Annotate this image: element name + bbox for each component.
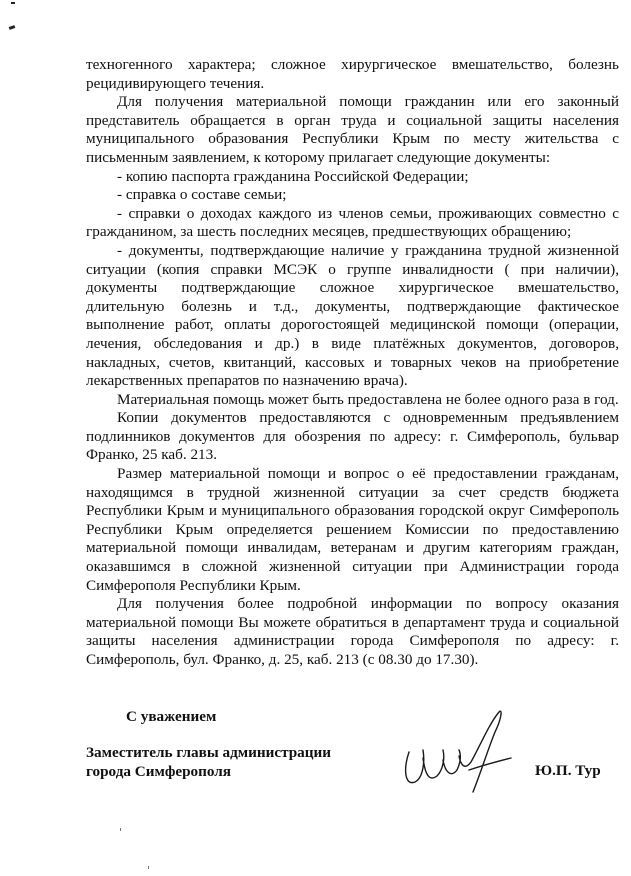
- paragraph-frequency: Материальная помощь может быть предоставлена не более одного раза в год.: [117, 390, 619, 408]
- scan-mark-top: [11, 2, 15, 4]
- list-item-situation-documents: - документы, подтверждающие наличие у гражданина трудной жизненной ситуации (копия справки МСЭК о группе инвалидности ( при наличии), документы подтверждающие сложное хирургическое вмешательство, длительную болезнь и т.д., документы, подтверждающие фактическое выполнение работ, оплаты дорогостоящей медицинской помощи (операции, лечения, обследования и др.) в виде платёжных документов, договоров, накладных, счетов, квитанций, кассовых и товарных чеков на приобретение лекарственных препаратов по назначению врача).: [86, 241, 619, 390]
- handwritten-signature: [395, 700, 515, 800]
- letter-body: [86, 56, 619, 670]
- closing-salutation: С уважением: [126, 708, 217, 725]
- signer-position-line2: города Симферополя: [86, 763, 232, 780]
- signer-position-line1: Заместитель главы администрации: [86, 744, 332, 761]
- list-item-family-certificate: - справка о составе семьи;: [117, 186, 287, 204]
- list-item-income-certificates: - справки о доходах каждого из членов семьи, проживающих совместно с гражданином, за шесть последних месяцев, предшествующих обращению;: [86, 204, 619, 241]
- paragraph-copies: Копии документов предоставляются с одновременным предъявлением подлинников документов для обозрения по адресу: г. Симферополь, бульвар Франко, 25 каб. 213.: [86, 409, 619, 464]
- scan-speck-2: [148, 866, 149, 869]
- paragraph-commission: Размер материальной помощи и вопрос о её предоставлении гражданам, находящимся в трудной жизненной ситуации за счет средств бюджета Республики Крым и муниципального образования городской округ Симферополь Республики Крым определяется решением Комиссии по предоставлению материальной помощи инвалидам, ветеранам и другим категориям граждан, оказавшимся в сложной жизненной ситуации при Администрации города Симферополя Республики Крым.: [86, 465, 619, 594]
- list-item-passport: - копию паспорта гражданина Российской Федерации;: [117, 167, 469, 185]
- signer-position: [86, 743, 331, 781]
- paragraph-application-procedure: Для получения материальной помощи гражданин или его законный представитель обращается в орган труда и социальной защиты населения муниципального образования Республики Крым по месту жительства с письменным заявлением, к которому прилагает следующие документы:: [86, 93, 619, 166]
- signer-name: Ю.П. Тур: [535, 762, 601, 779]
- paragraph-continuation: техногенного характера; сложное хирургическое вмешательство, болезнь рецидивирующего течения.: [86, 56, 619, 92]
- paragraph-contact-info: Для получения более подробной информации по вопросу оказания материальной помощи Вы можете обратиться в департамент труда и социальной защиты населения администрации города Симферополя по адресу: г. Симферополь, бул. Франко, д. 25, каб. 213 (с 08.30 до 17.30).: [86, 595, 619, 668]
- scan-speck-1: [120, 828, 121, 831]
- scan-mark-left: [9, 25, 16, 30]
